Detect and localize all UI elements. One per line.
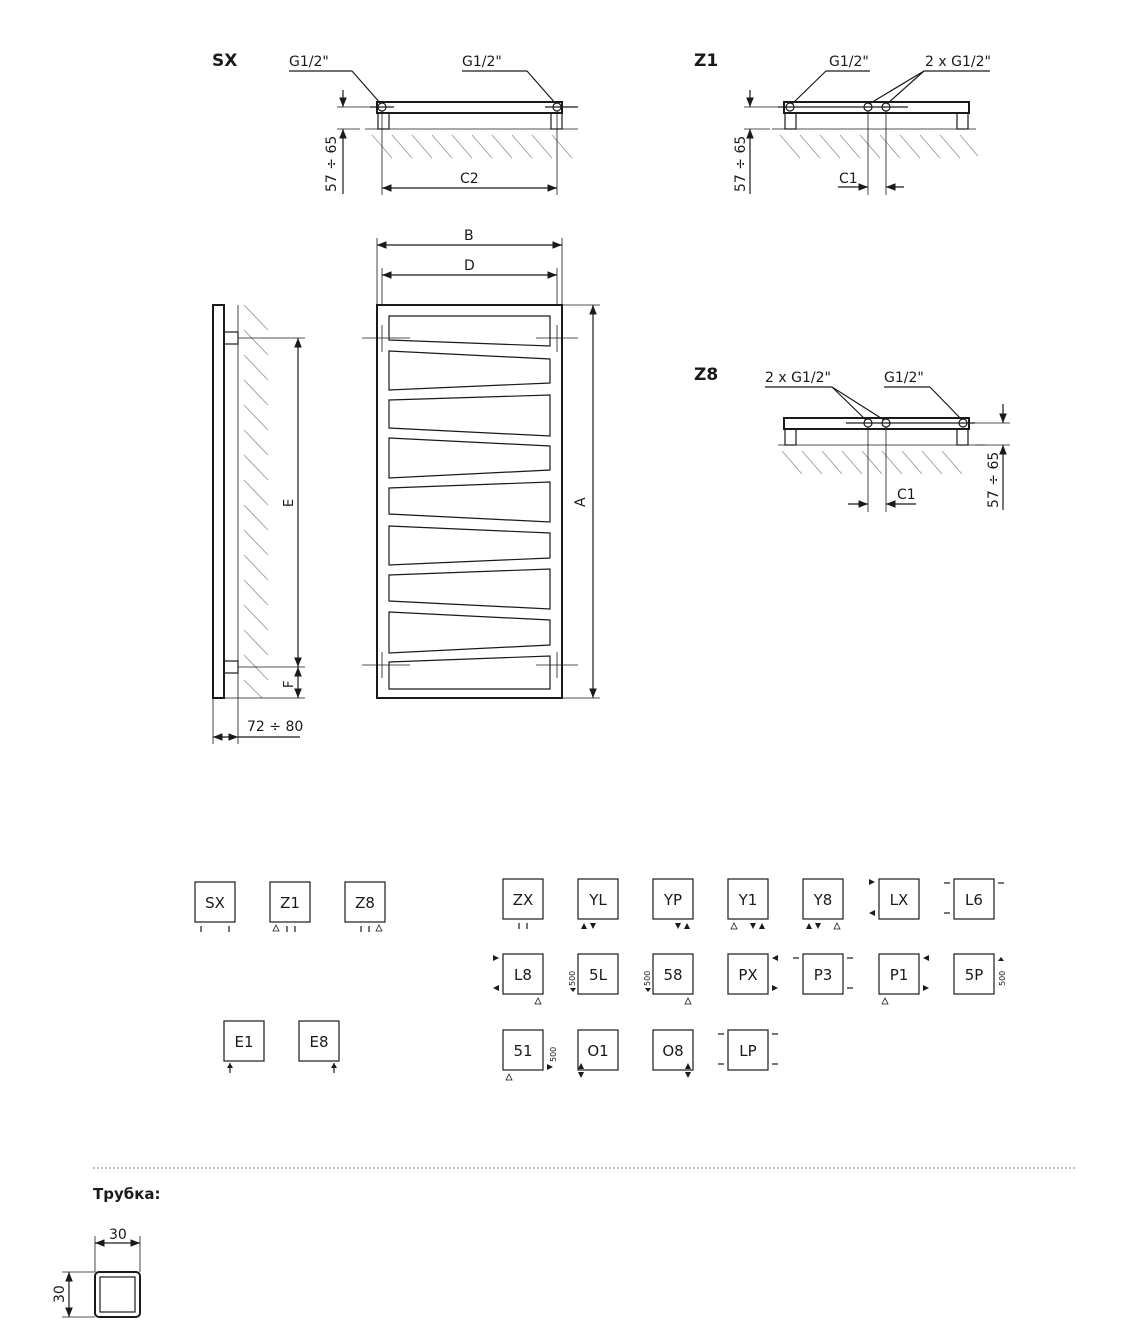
tag-500: 500 [549,1046,558,1062]
code-o1[interactable] [578,1030,618,1078]
code-label: SX [205,894,225,912]
code-51[interactable] [503,1030,558,1080]
front-a-dim: A [573,497,589,507]
code-label: E8 [309,1033,329,1051]
code-z1[interactable] [270,882,310,932]
code-label: L6 [965,891,983,909]
front-slats [389,316,550,689]
code-label: 5L [589,966,607,984]
side-f-dim: F [282,680,297,688]
code-y1[interactable] [728,879,768,929]
code-label: 58 [663,966,683,984]
code-l6[interactable] [944,879,1004,919]
side-depth-dim: 72 ÷ 80 [247,719,304,735]
code-label: E1 [234,1033,254,1051]
code-label: Z8 [355,894,375,912]
code-y8[interactable] [803,879,843,929]
connection-codes-electric [224,1021,339,1073]
code-lp[interactable] [718,1030,778,1070]
sx-port-right-label: G1/2" [462,54,502,70]
code-label: YL [589,891,607,909]
sx-port-left-label: G1/2" [289,54,329,70]
code-label: Y8 [813,891,833,909]
code-label: O1 [587,1042,609,1060]
tag-500: 500 [643,970,652,986]
code-label: P3 [813,966,833,984]
code-label: L8 [514,966,532,984]
code-5l[interactable] [568,954,618,994]
code-sx[interactable] [195,882,235,932]
sx-c2-dim: C2 [460,171,479,187]
connection-codes-left [195,882,385,932]
code-p3[interactable] [793,954,853,994]
code-label: O8 [662,1042,684,1060]
code-l8[interactable] [493,954,543,1004]
front-view [362,228,600,698]
code-yl[interactable] [578,879,618,929]
z1-port-double-label: 2 x G1/2" [925,54,991,70]
front-d-dim: D [464,258,475,274]
tube-section [52,1227,140,1317]
code-5p[interactable] [954,954,1007,994]
z1-view [694,51,991,195]
z8-c1-dim: C1 [897,487,916,503]
z1-port-single-label: G1/2" [829,54,869,70]
code-px[interactable] [728,954,778,994]
sx-height-dim: 57 ÷ 65 [324,135,340,192]
z8-height-dim: 57 ÷ 65 [986,451,1002,508]
code-label: LX [889,891,909,909]
code-e8[interactable] [299,1021,339,1073]
side-e-dim: E [282,498,297,507]
code-label: Y1 [738,891,758,909]
code-58[interactable] [643,954,693,1004]
connection-codes-right [493,879,1007,1080]
code-label: LP [739,1042,757,1060]
code-label: 51 [513,1042,533,1060]
tag-500: 500 [998,970,1007,986]
sx-title: SX [212,51,238,71]
code-label: 5P [964,966,984,984]
code-o8[interactable] [653,1030,693,1078]
tube-height: 30 [52,1285,68,1303]
code-p1[interactable] [879,954,929,1004]
front-b-dim: B [464,228,474,244]
z8-port-single-label: G1/2" [884,370,924,386]
z1-height-dim: 57 ÷ 65 [733,135,749,192]
code-zx[interactable] [503,879,543,929]
tag-500: 500 [568,970,577,986]
code-yp[interactable] [653,879,693,929]
code-label: YP [663,891,683,909]
z1-title: Z1 [694,51,719,71]
z8-port-double-label: 2 x G1/2" [765,370,831,386]
z8-view [694,365,1010,512]
code-label: P1 [889,966,909,984]
code-label: Z1 [280,894,300,912]
code-label: ZX [512,891,534,909]
sx-view [212,51,578,195]
code-e1[interactable] [224,1021,264,1073]
z1-c1-dim: C1 [839,171,858,187]
tube-width: 30 [109,1227,127,1243]
code-label: PX [738,966,758,984]
code-lx[interactable] [869,879,919,919]
tube-heading: Трубка: [93,1185,161,1203]
code-z8[interactable] [345,882,385,932]
z8-title: Z8 [694,365,719,385]
side-view [213,305,305,744]
